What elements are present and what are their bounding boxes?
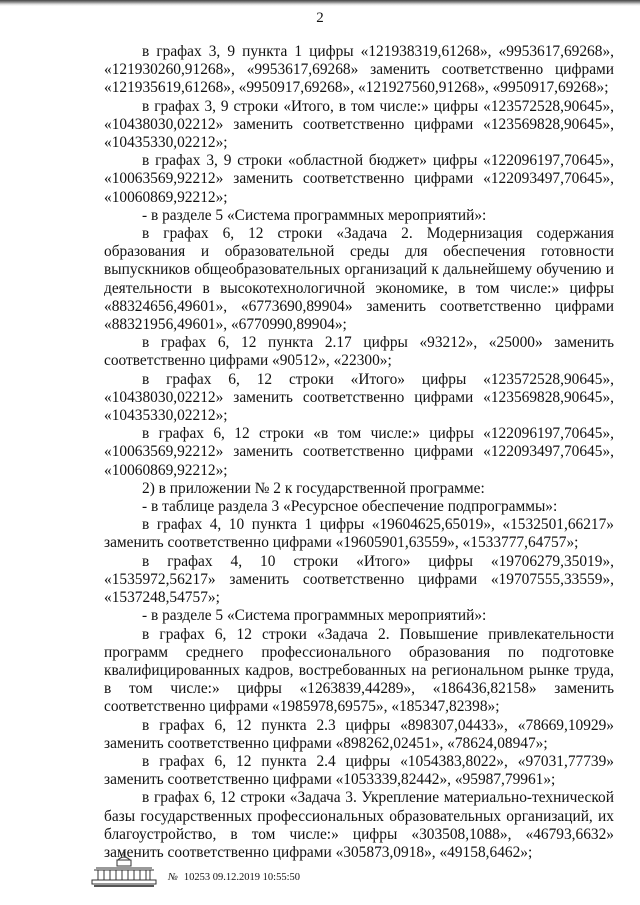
page-footer [88, 848, 628, 894]
paragraph: в графах 6, 12 пункта 2.3 цифры «898307,04433», «78669,10929» заменить соответственно цифрами «898262,02451», «78624,08947»; [104, 716, 614, 752]
paragraph: в графах 3, 9 строки «областной бюджет» цифры «122096197,70645», «10063569,92212» заменить соответственно цифрами «122093497,70645», «10060869,92212»; [104, 152, 614, 206]
number-sign-icon: № [168, 872, 178, 883]
paragraph: в графах 3, 9 строки «Итого, в том числе:» цифры «123572528,90645», «10438030,02212» заменить соответственно цифрами «123569828,90645», «10435330,02212»; [104, 97, 614, 152]
paragraph: в графах 6, 12 строки «Задача 2. Повышение привлекательности программ среднего профессионального образования по подготовке квалифицированных кадров, востребованных на региональном рынке труда, в том числе:» цифры «1263839,44289», «186436,82158» заменить соответственно цифрами «1985978,69575», «185347,82398»; [104, 625, 614, 716]
registration-stamp [168, 872, 300, 884]
paragraph: 2) в приложении № 2 к государственной программе: [142, 479, 485, 497]
paragraph: - в таблице раздела 3 «Ресурсное обеспечение подпрограммы»: [142, 498, 558, 516]
registration-number: 10253 09.12.2019 10:55:50 [183, 872, 300, 883]
paragraph: в графах 6, 12 строки «в том числе:» цифры «122096197,70645», «10063569,92212» заменить соответственно цифрами «122093497,70645», «10060869,92212»; [104, 425, 614, 479]
paragraph: в графах 4, 10 строки «Итого» цифры «19706279,35019», «1535972,56217» заменить соответственно цифрами «19707555,33559», «1537248,54757»; [104, 552, 614, 607]
scan-top-edge [0, 0, 640, 6]
paragraph: в графах 4, 10 пункта 1 цифры «19604625,65019», «1532501,66217» заменить соответственно цифрами «19605901,63559», «1533777,64757»; [104, 516, 614, 552]
document-body [104, 43, 614, 862]
paragraph: - в разделе 5 «Система программных мероприятий»: [142, 206, 487, 224]
paragraph: в графах 3, 9 пункта 1 цифры «121938319,61268», «9953617,69268», «121930260,91268», «9953617,69268» заменить соответственно цифрами «121935619,61268», «9950917,69268», «121927560,91268», «9950917,69268»; [104, 43, 614, 97]
government-building-stamp-icon [88, 848, 160, 888]
paragraph: в графах 6, 12 пункта 2.17 цифры «93212», «25000» заменить соответственно цифрами «90512», «22300»; [104, 334, 614, 370]
paragraph: в графах 6, 12 строки «Итого» цифры «123572528,90645», «10438030,02212» заменить соответственно цифрами «123569828,90645», «10435330,02212»; [104, 370, 614, 425]
paragraph: - в разделе 5 «Система программных мероприятий»: [142, 607, 487, 625]
paragraph: в графах 6, 12 строки «Задача 3. Укрепление материально-технической базы государственных профессиональных образовательных организаций, их благоустройство, в том числе:» цифры «303508,1088», «46793,6632» заменить соответственно цифрами «305873,0918», «49158,6462»; [104, 789, 614, 861]
page-number: 2 [316, 10, 324, 26]
paragraph: в графах 6, 12 строки «Задача 2. Модернизация содержания образования и образовательной среды для обеспечения готовности выпускников общеобразовательных организаций к дальнейшему обучению и деятельности в высокотехнологичной экономике, в том числе:» цифры «88324656,49601», «6773690,89904» заменить соответственно цифрами «88321956,49601», «6770990,89904»; [104, 225, 614, 334]
paragraph: в графах 6, 12 пункта 2.4 цифры «1054383,8022», «97031,77739» заменить соответственно цифрами «1053339,82442», «95987,79961»; [104, 752, 614, 789]
